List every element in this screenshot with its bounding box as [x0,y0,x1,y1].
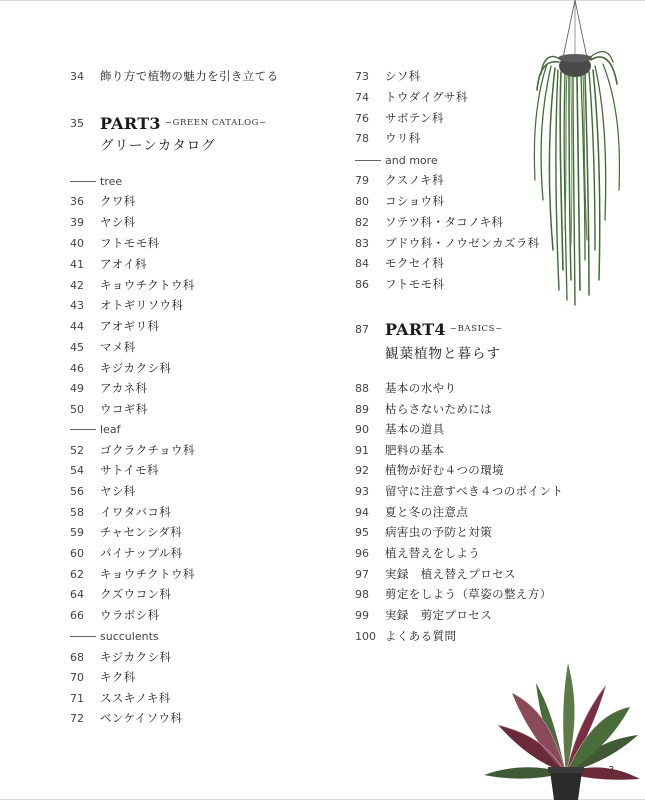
divider-rule [70,181,96,182]
entry-label: キョウチクトウ科 [100,567,195,581]
toc-entry[interactable] [70,708,182,728]
toc-entry[interactable] [70,460,159,480]
entry-label: シソ科 [385,69,421,83]
entry-label: 剪定をしよう（草姿の整え方） [385,587,552,601]
toc-entry[interactable] [70,667,136,687]
entry-label: キジカクシ科 [100,361,172,375]
section-heading: tree [100,174,123,188]
entry-label: 夏と冬の注意点 [385,505,469,519]
entry-label: ウコギ科 [100,402,148,416]
page-number-ref: 64 [70,587,84,601]
entry-label: クズウコン科 [100,587,172,601]
page-number-ref: 43 [70,298,84,312]
toc-entry[interactable] [355,584,552,604]
page-number: 3 [608,765,615,776]
entry-label: マメ科 [100,340,136,354]
entry-label: 植物が好む４つの環境 [385,463,504,477]
toc-entry[interactable] [70,191,136,211]
entry-label: チャセンシダ科 [100,525,183,539]
toc-entry[interactable] [355,87,468,107]
section-divider-leaf [70,419,120,439]
entry-label: モクセイ科 [385,256,445,270]
page-number-ref: 93 [355,484,369,498]
toc-entry[interactable] [70,212,136,232]
page-number-ref: 87 [355,322,369,336]
page-number-ref: 97 [355,567,369,581]
entry-label: キク科 [100,670,136,684]
page-number-ref: 84 [355,256,369,270]
toc-entry[interactable] [355,212,503,232]
entry-label: 実録 剪定プロセス [385,608,493,622]
entry-label: ゴクラクチョウ科 [100,443,195,457]
page-number-ref: 99 [355,608,369,622]
page-number-ref: 95 [355,525,369,539]
toc-entry[interactable] [355,626,456,646]
divider-rule [70,636,96,637]
hanging-plant-image [525,0,635,310]
page-number-ref: 70 [70,670,84,684]
page-number-ref: 39 [70,215,84,229]
page-number-ref: 49 [70,381,84,395]
toc-entry[interactable] [70,584,171,604]
toc-entry[interactable] [70,564,195,584]
entry-label: サトイモ科 [100,463,159,477]
entry-label: ベンケイソウ科 [100,711,183,725]
page-number-ref: 90 [355,422,369,436]
page-number-ref: 60 [70,546,84,560]
page-number-ref: 66 [70,608,84,622]
page-number-ref: 40 [70,236,84,250]
page-number-ref: 45 [70,340,84,354]
toc-entry[interactable] [355,253,444,273]
toc-entry[interactable] [70,254,147,274]
toc-entry[interactable] [355,543,480,563]
page-number-ref: 88 [355,381,369,395]
page-number-ref: 89 [355,402,369,416]
page-number-ref: 98 [355,587,369,601]
page-number-ref: 52 [70,443,84,457]
toc-entry[interactable] [355,66,421,86]
toc-entry[interactable] [355,564,516,584]
entry-label: キョウチクトウ科 [100,278,195,292]
toc-entry[interactable] [70,337,136,357]
page-number-ref: 100 [355,629,376,643]
entry-label: ウリ科 [385,131,421,145]
toc-entry[interactable] [355,128,421,148]
page-number-ref: 36 [70,194,84,208]
toc-entry[interactable] [70,275,195,295]
toc-entry[interactable] [70,605,160,625]
entry-label: クスノキ科 [385,173,444,187]
entry-label: アオイ科 [100,257,147,271]
entry-label: 植え替えをしよう [385,546,481,560]
part3-subtitle: グリーンカタログ [100,138,216,154]
section-heading: leaf [100,422,121,436]
section-divider-succulents [70,626,159,646]
entry-label: パイナップル科 [100,546,183,560]
entry-label: フトモモ科 [100,236,160,250]
entry-label: 枯らさないためには [385,402,493,416]
toc-entry[interactable] [355,170,444,190]
page-number-ref: 86 [355,277,369,291]
toc-entry[interactable] [355,502,468,522]
divider-rule [70,429,96,430]
divider-rule [355,160,381,161]
entry-label: トウダイグサ科 [385,90,468,104]
toc-entry[interactable] [355,191,444,211]
toc-entry[interactable] [70,522,182,542]
page-number-ref: 34 [70,69,84,83]
toc-entry[interactable] [70,378,148,398]
part4-subtitle: 観葉植物と暮らす [385,346,501,362]
toc-entry[interactable] [70,481,136,501]
entry-label: ヤシ科 [100,484,136,498]
toc-entry[interactable] [355,233,540,253]
toc-entry[interactable] [355,522,492,542]
page-number-ref: 74 [355,90,369,104]
toc-entry[interactable] [355,440,445,460]
entry-label: 基本の水やり [385,381,457,395]
entry-label: コショウ科 [385,194,445,208]
page-number-ref: 59 [70,525,84,539]
page-number-ref: 71 [70,691,84,705]
toc-entry[interactable] [355,605,492,625]
part4-tag: ~BASICS~ [449,324,503,334]
page-number-ref: 46 [70,361,84,375]
toc-entry[interactable] [70,316,159,336]
toc-entry[interactable] [70,502,171,522]
page-number-ref: 91 [355,443,369,457]
page-number-ref: 76 [355,111,369,125]
toc-entry[interactable] [355,399,492,419]
toc-entry[interactable] [70,543,183,563]
page-number-ref: 79 [355,173,369,187]
page-number-ref: 72 [70,711,84,725]
entry-label: 病害虫の予防と対策 [385,525,493,539]
entry-label: 飾り方で植物の魅力を引き立てる [100,69,279,83]
entry-label: ウラボシ科 [100,608,160,622]
page-number-ref: 62 [70,567,84,581]
page-number-ref: 80 [355,194,369,208]
toc-entry[interactable] [355,378,456,398]
toc-entry[interactable] [70,295,183,315]
page-number-ref: 96 [355,546,369,560]
part3-title: PART3 [100,113,161,133]
entry-label: ソテツ科・タコノキ科 [385,215,504,229]
page-number-ref: 56 [70,484,84,498]
toc-entry[interactable] [70,688,171,708]
entry-label: オトギリソウ科 [100,298,184,312]
page-number-ref: 54 [70,463,84,477]
toc-entry[interactable] [355,460,504,480]
entry-label: キジカクシ科 [100,650,172,664]
entry-label: アカネ科 [100,381,148,395]
toc-entry[interactable] [355,481,563,501]
page-number-ref: 92 [355,463,369,477]
page-number-ref: 35 [70,116,84,130]
potted-plant-image [478,655,645,800]
toc-entry[interactable] [70,647,171,667]
page-number-ref: 94 [355,505,369,519]
toc-entry[interactable] [70,358,171,378]
page-number-ref: 82 [355,215,369,229]
entry-label: 実録 植え替えプロセス [385,567,516,581]
toc-entry[interactable] [70,66,279,86]
toc-entry[interactable] [355,419,445,439]
page-number-ref: 44 [70,319,84,333]
page-number-ref: 41 [70,257,84,271]
toc-entry[interactable] [355,274,445,294]
entry-label: アオギリ科 [100,319,160,333]
toc-entry[interactable] [70,440,195,460]
part3-tag: ~GREEN CATALOG~ [164,118,267,128]
part4-title: PART4 [385,319,446,339]
page-number-ref: 50 [70,402,84,416]
entry-label: サボテン科 [385,111,444,125]
part4-heading[interactable] [355,316,503,342]
entry-label: 留守に注意すべき４つのポイント [385,484,564,498]
entry-label: よくある質問 [385,629,457,643]
entry-label: フトモモ科 [385,277,445,291]
entry-label: 肥料の基本 [385,443,445,457]
entry-label: イワタバコ科 [100,505,172,519]
section-heading: and more [385,153,438,167]
page-number-ref: 68 [70,650,84,664]
page-number-ref: 83 [355,236,369,250]
entry-label: ブドウ科・ノウゼンカズラ科 [385,236,540,250]
entry-label: 基本の道具 [385,422,445,436]
section-heading: succulents [100,629,159,643]
entry-label: ススキノキ科 [100,691,171,705]
section-divider-and-more [355,150,438,170]
section-divider-tree [70,171,122,191]
page-number-ref: 78 [355,131,369,145]
toc-entry[interactable] [355,108,444,128]
entry-label: ヤシ科 [100,215,136,229]
page-number-ref: 58 [70,505,84,519]
entry-label: クワ科 [100,194,136,208]
page-number-ref: 42 [70,278,84,292]
toc-entry[interactable] [70,233,160,253]
page-number-ref: 73 [355,69,369,83]
toc-entry[interactable] [70,399,148,419]
